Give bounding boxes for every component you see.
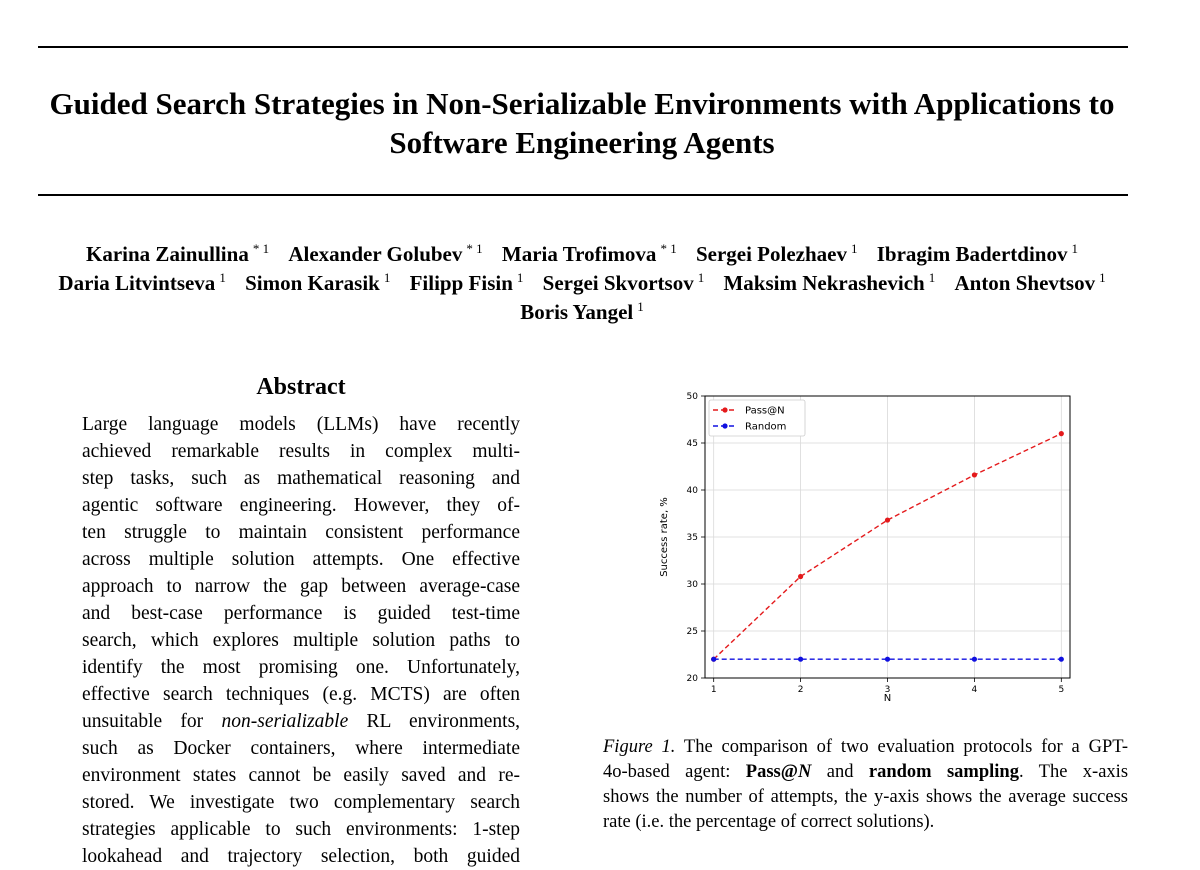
abstract-line: across multiple solution attempts. One effective	[82, 549, 520, 570]
abstract-line: approach to narrow the gap between average-case	[82, 576, 520, 597]
title-line-2: Software Engineering Agents	[389, 125, 775, 160]
y-tick-label: 50	[686, 392, 698, 402]
top-rule	[38, 46, 1128, 48]
emphasis-non-serializable: non-serializable	[221, 711, 349, 732]
abstract-line: such as Docker containers, where intermediate	[82, 738, 520, 759]
abstract-body	[82, 411, 520, 870]
y-tick-label: 45	[686, 439, 698, 449]
data-point	[972, 657, 977, 662]
abstract-line: and best-case performance is guided test-time	[82, 603, 520, 624]
abstract-line: identify the most promising one. Unfortunately,	[82, 657, 520, 678]
figure-1-chart	[640, 386, 1080, 706]
author-line	[20, 298, 1144, 327]
x-tick-label: 3	[884, 685, 891, 695]
line-chart	[640, 386, 1080, 706]
x-tick-label: 4	[971, 685, 978, 695]
data-point	[1059, 657, 1064, 662]
author: Boris Yangel $^1$	[520, 299, 644, 324]
abstract-line: stored. We investigate two complementary search	[82, 792, 520, 813]
x-tick-label: 5	[1058, 685, 1065, 695]
y-tick-label: 30	[686, 580, 698, 590]
abstract-line: unsuitable for non-serializable RL environments,	[82, 711, 521, 732]
caption-line: shows the number of attempts, the y-axis shows the average success	[603, 787, 1128, 807]
author: Filipp Fisin $^1$	[409, 270, 524, 295]
author: Ibragim Badertdinov $^1$	[876, 241, 1078, 266]
abstract-line: agentic software engineering. However, they of-	[82, 495, 520, 516]
data-point	[1059, 431, 1064, 436]
author: Maria Trofimova $^{* 1}$	[501, 241, 677, 266]
y-tick-label: 40	[686, 486, 698, 496]
x-tick-label: 1	[710, 685, 717, 695]
abstract-line: step tasks, such as mathematical reasoning and	[82, 468, 520, 489]
y-axis-label: Success rate, %	[659, 497, 670, 577]
caption-line: 4o-based agent: Pass@N and random sampling. The x-axis	[603, 762, 1129, 782]
author: Sergei Polezhaev $^1$	[695, 241, 858, 266]
author: Sergei Skvortsov $^1$	[542, 270, 705, 295]
legend-marker	[722, 407, 727, 412]
abstract-line: Large language models (LLMs) have recently	[82, 414, 520, 435]
y-tick-label: 35	[686, 533, 698, 543]
figure-caption	[603, 735, 1128, 835]
data-point	[885, 657, 890, 662]
abstract-line: effective search techniques (e.g. MCTS) are often	[82, 684, 520, 705]
data-point	[798, 657, 803, 662]
author: Maksim Nekrashevich $^1$	[723, 270, 936, 295]
author-list	[20, 240, 1144, 327]
x-axis-label: N	[883, 693, 892, 704]
abstract-line: strategies applicable to such environments: 1-step	[82, 819, 520, 840]
legend-marker	[722, 423, 727, 428]
caption-line: Figure 1. The comparison of two evaluation protocols for a GPT-	[603, 737, 1128, 757]
author: Anton Shevtsov $^1$	[954, 270, 1106, 295]
abstract-line: search, which explores multiple solution paths to	[82, 630, 520, 651]
figure-label: Figure 1.	[603, 737, 676, 757]
data-point	[885, 517, 890, 522]
data-point	[798, 574, 803, 579]
author: Alexander Golubev $^{* 1}$	[288, 241, 483, 266]
author: Karina Zainullina $^{* 1}$	[86, 241, 270, 266]
y-tick-label: 20	[686, 674, 698, 684]
author: Simon Karasik $^1$	[245, 270, 391, 295]
data-point	[711, 657, 716, 662]
abstract-line: lookahead and trajectory selection, both guided	[82, 846, 520, 867]
author-line	[20, 269, 1144, 298]
paper-title	[20, 84, 1144, 162]
author-line	[20, 240, 1144, 269]
author: Daria Litvintseva $^1$	[58, 270, 226, 295]
legend-label: Random	[745, 421, 787, 433]
abstract-line: ten struggle to maintain consistent performance	[82, 522, 520, 543]
data-point	[972, 472, 977, 477]
title-line-1: Guided Search Strategies in Non-Serializable Environments with Applications to	[49, 86, 1115, 121]
abstract-heading: Abstract	[256, 374, 346, 400]
abstract-line: environment states cannot be easily saved and re-	[82, 765, 520, 786]
legend-label: Pass@N	[745, 405, 785, 417]
x-tick-label: 2	[797, 685, 804, 695]
bottom-rule	[38, 194, 1128, 196]
abstract-line: achieved remarkable results in complex multi-	[82, 441, 520, 462]
caption-line: rate (i.e. the percentage of correct solutions).	[603, 812, 935, 832]
y-tick-label: 25	[686, 627, 698, 637]
